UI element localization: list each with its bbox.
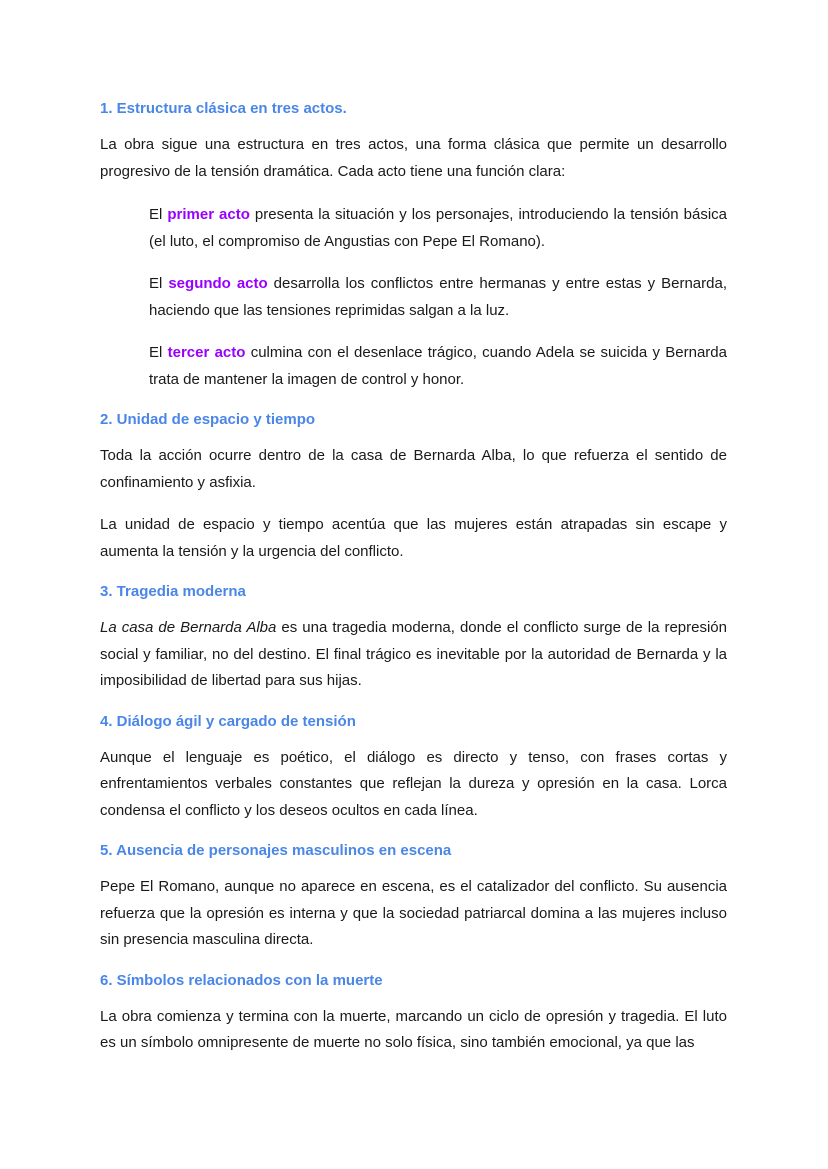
section-2-paragraph-2: La unidad de espacio y tiempo acentúa que las mujeres están atrapadas sin escape y aumenta la tensión y la urgencia del conflicto. — [100, 516, 727, 560]
act-3-prefix: El — [149, 344, 168, 361]
act-3-highlight: tercer acto — [167, 344, 246, 361]
section-3-paragraph — [100, 615, 727, 695]
act-1-paragraph — [149, 202, 727, 255]
act-3-text: culmina con el desenlace trágico, cuando Adela se suicida y Bernarda trata de mantener la imagen de control y honor. — [149, 344, 727, 388]
act-1-highlight: primer acto — [167, 206, 250, 223]
section-5-heading: 5. Ausencia de personajes masculinos en escena — [100, 842, 452, 859]
section-3-text: es una tragedia moderna, donde el conflicto surge de la represión social y familiar, no del destino. El final trágico es inevitable por la autoridad de Bernarda y la imposibilidad de libertad para sus hijas. — [100, 619, 727, 689]
act-2-paragraph — [149, 271, 727, 324]
act-3-paragraph — [149, 340, 727, 393]
work-title: La casa de Bernarda Alba — [100, 619, 277, 636]
section-6-paragraph: La obra comienza y termina con la muerte, marcando un ciclo de opresión y tragedia. El luto es un símbolo omnipresente de muerte no solo física, sino también emocional, ya que las — [100, 1007, 727, 1051]
section-2-heading: 2. Unidad de espacio y tiempo — [100, 411, 316, 428]
section-4-heading: 4. Diálogo ágil y cargado de tensión — [100, 712, 356, 730]
act-1-prefix: El — [149, 206, 168, 223]
section-2-paragraph-1: Toda la acción ocurre dentro de la casa de Bernarda Alba, lo que refuerza el sentido de confinamiento y asfixia. — [100, 447, 727, 491]
document-page — [100, 98, 727, 1057]
act-2-prefix: El — [149, 275, 169, 292]
section-4-paragraph: Aunque el lenguaje es poético, el diálogo es directo y tenso, con frases cortas y enfrentamientos verbales constantes que reflejan la dureza y opresión en la casa. Lorca condensa el conflicto y los deseos ocultos en cada línea. — [100, 748, 727, 819]
act-2-text: desarrolla los conflictos entre hermanas y entre estas y Bernarda, haciendo que las tensiones reprimidas salgan a la luz. — [149, 275, 727, 319]
act-1-text: presenta la situación y los personajes, introduciendo la tensión básica (el luto, el compromiso de Angustias con Pepe El Romano). — [149, 206, 727, 250]
section-5-paragraph: Pepe El Romano, aunque no aparece en escena, es el catalizador del conflicto. Su ausencia refuerza que la opresión es interna y que la sociedad patriarcal domina a las mujeres incluso sin presencia masculina directa. — [100, 878, 727, 948]
act-2-highlight: segundo acto — [168, 275, 268, 292]
section-6-heading: 6. Símbolos relacionados con la muerte — [100, 971, 383, 989]
section-1-intro: La obra sigue una estructura en tres actos, una forma clásica que permite un desarrollo progresivo de la tensión dramática. Cada acto tiene una función clara: — [100, 136, 727, 180]
section-1-heading: 1. Estructura clásica en tres actos. — [100, 100, 347, 117]
section-3-heading: 3. Tragedia moderna — [100, 583, 246, 600]
